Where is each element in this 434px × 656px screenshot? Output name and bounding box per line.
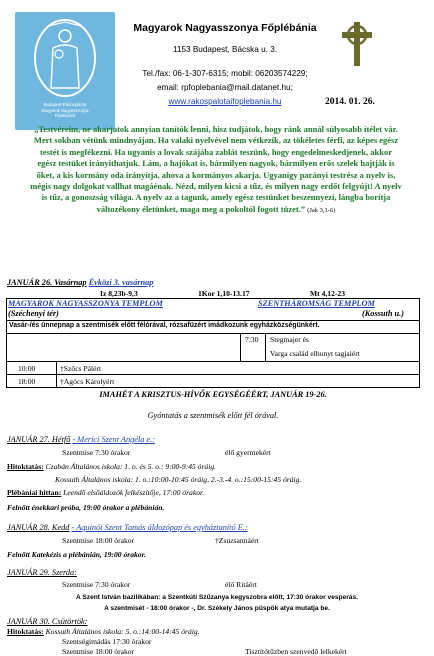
day5-mass: Szentmise 18:00 órakor [62,647,135,656]
day3-note: Felnőtt Katekézis a plébánián, 19:00 órakor. [7,550,147,559]
parish-address: 1153 Budapest, Bácska u. 3. [172,45,278,54]
bulletin-date: 2014. 01. 26. [325,97,375,107]
logo-text: Budapest-Rákospalota Magyarok Nagyasszonya Főplébánia [41,102,89,118]
prayer-week-banner: IMAHÉT A KRISZTUS-HÍVŐK EGYSÉGÉÉRT, JANUÁR 19-26. [99,390,327,399]
schedule-intent: †Agócs Károlyért [60,377,115,386]
day2-mass: Szentmise 7:30 órakor [62,448,131,457]
church2-location: (Kossuth u.) [362,309,404,318]
parish-title: Magyarok Nagyasszonya Főplébánia [133,22,317,34]
rosary-note: Vasár-/és ünnepnap a szentmisék előtt félórával, rózsafüzért imádkozunk egyházközségünkért. [9,322,320,329]
church1-location: (Széchenyi tér) [8,309,59,318]
parish-telephone: Tel./fax: 06-1-307-6315; mobil: 06203574229; [142,69,308,78]
reading-3: Mt 4,12-23 [310,289,346,298]
day5-intent: Tisztítótűzben szenvedő lelkekért [245,647,347,656]
parish-email[interactable]: email: rpfoplebania@mail.datanet.hu; [157,83,293,92]
day1-heading: JANUÁR 26. Vasárnap Évközi 3. vasárnap [7,278,154,287]
day5-catechesis: Hitoktatás: Kossuth Általános iskola: 5. o.:14:00-14:45 óráig. [7,627,200,636]
day4-heading: JANUÁR 29. Szerda: [7,568,77,577]
madonna-icon [29,18,101,98]
day3-mass: Szentmise 18:00 órakor [62,536,135,545]
day5-adoration: Szentségimádás 17:30 órakor [62,637,152,646]
quote-reference: (Jak 3,1-6) [307,206,336,214]
day2-heading: JANUÁR 27. Hétfő - Merici Szent Angéla e.: [7,435,156,444]
day4-note-1: A Szent István bazilikában: a Szentkúti Szűzanya kegyszobra előtt, 17:30 órakor vesperás. [76,594,358,601]
schedule-time: 7:30 [245,335,259,344]
celtic-cross-icon [339,20,375,68]
confession-note: Gyóntatás a szentmisék előtt fél órával. [147,411,279,420]
parish-website-link[interactable]: www.rakospalotaifoplebania.hu [168,97,282,106]
quote-text: „Testvéreim, ne akarjatok annyian tanítók lenni, hisz tudjátok, hogy ránk annál súlyosabb ítélet vár. Mert sokban vétünk mindnyájan. Ha valaki nyelvével nem vétkezik, az tökéletes férfi, az képes egész testét is megfékezni. Ha ugyanis a lovak szájába zablát teszünk, hogy engedelmeskedjenek, akkor egész testüket irányíthatjuk. Lám, a hajókat is, bármilyen nagyok, bármilyen erős szelek hajtják is őket, a kis kormány oda irányítja, ahova a kormányos akarja. Ugyanígy parányi testrész a nyelv is, mégis nagy dolgokat vallhat magáénak. Nézd, milyen kicsi a tűz, és milyen nagy erdőt felgyújt! A nyelv is tűz, a gonoszság világa. A nyelv az a tagunk, amely egész testünket beszennyezi, lángba borítja változékony életünket, maga meg a pokoltól fogott tüzet.” [30,124,402,214]
day2-intent: élő gyermekért [225,448,271,457]
day4-note-2: A szentmisét - 18:00 órakor -, Dr. Székely János püspök atya mutatja be. [104,605,330,612]
day3-heading: JANUÁR 28. Kedd - Aquinói Szent Tamás áldozópap és egyháztanító E.: [7,523,248,532]
day4-intent: élő Ritáért [225,580,257,589]
day2-choir-note: Felnőtt énekkari próba, 19:00 órakor a plébánián. [7,503,165,512]
parish-logo [15,12,115,130]
day5-heading: JANUÁR 30. Csütörtök: [7,617,88,626]
day4-mass: Szentmise 7:30 órakor [62,580,131,589]
scripture-quote [30,124,402,216]
schedule-time: 18:00 [18,377,36,386]
day3-intent: †Zsuzsannáért [215,536,259,545]
schedule-time: 10:00 [18,364,36,373]
schedule-intent: Stegmajer és [270,335,310,344]
church1-name: MAGYAROK NAGYASSZONYA TEMPLOM [8,299,163,308]
schedule-intent: Varga család elhunyt tagjaiért [270,349,360,358]
day2-parish-class: Plébániai hittan: Leendő elsőáldozók felkészítője, 17:00 órakor. [7,488,205,497]
church2-name: SZENTHÁROMSÁG TEMPLOM [258,299,375,308]
reading-1: Iz 8,23b-9,3 [100,289,138,298]
schedule-intent: †Szőcs Pálért [60,364,102,373]
reading-2: 1Kor 1,10-13.17 [198,289,250,298]
day2-catechesis-2: Kossuth Általános iskola: 1. o.:10:00-10:45 óráig, 2.-3.-4. o.:15:00-15:45 óráig. [55,475,302,484]
day2-catechesis: Hitoktatás: Czabán Általános iskola: 1. o. és 5. o.: 9:00-9:45 óráig. [7,462,217,471]
